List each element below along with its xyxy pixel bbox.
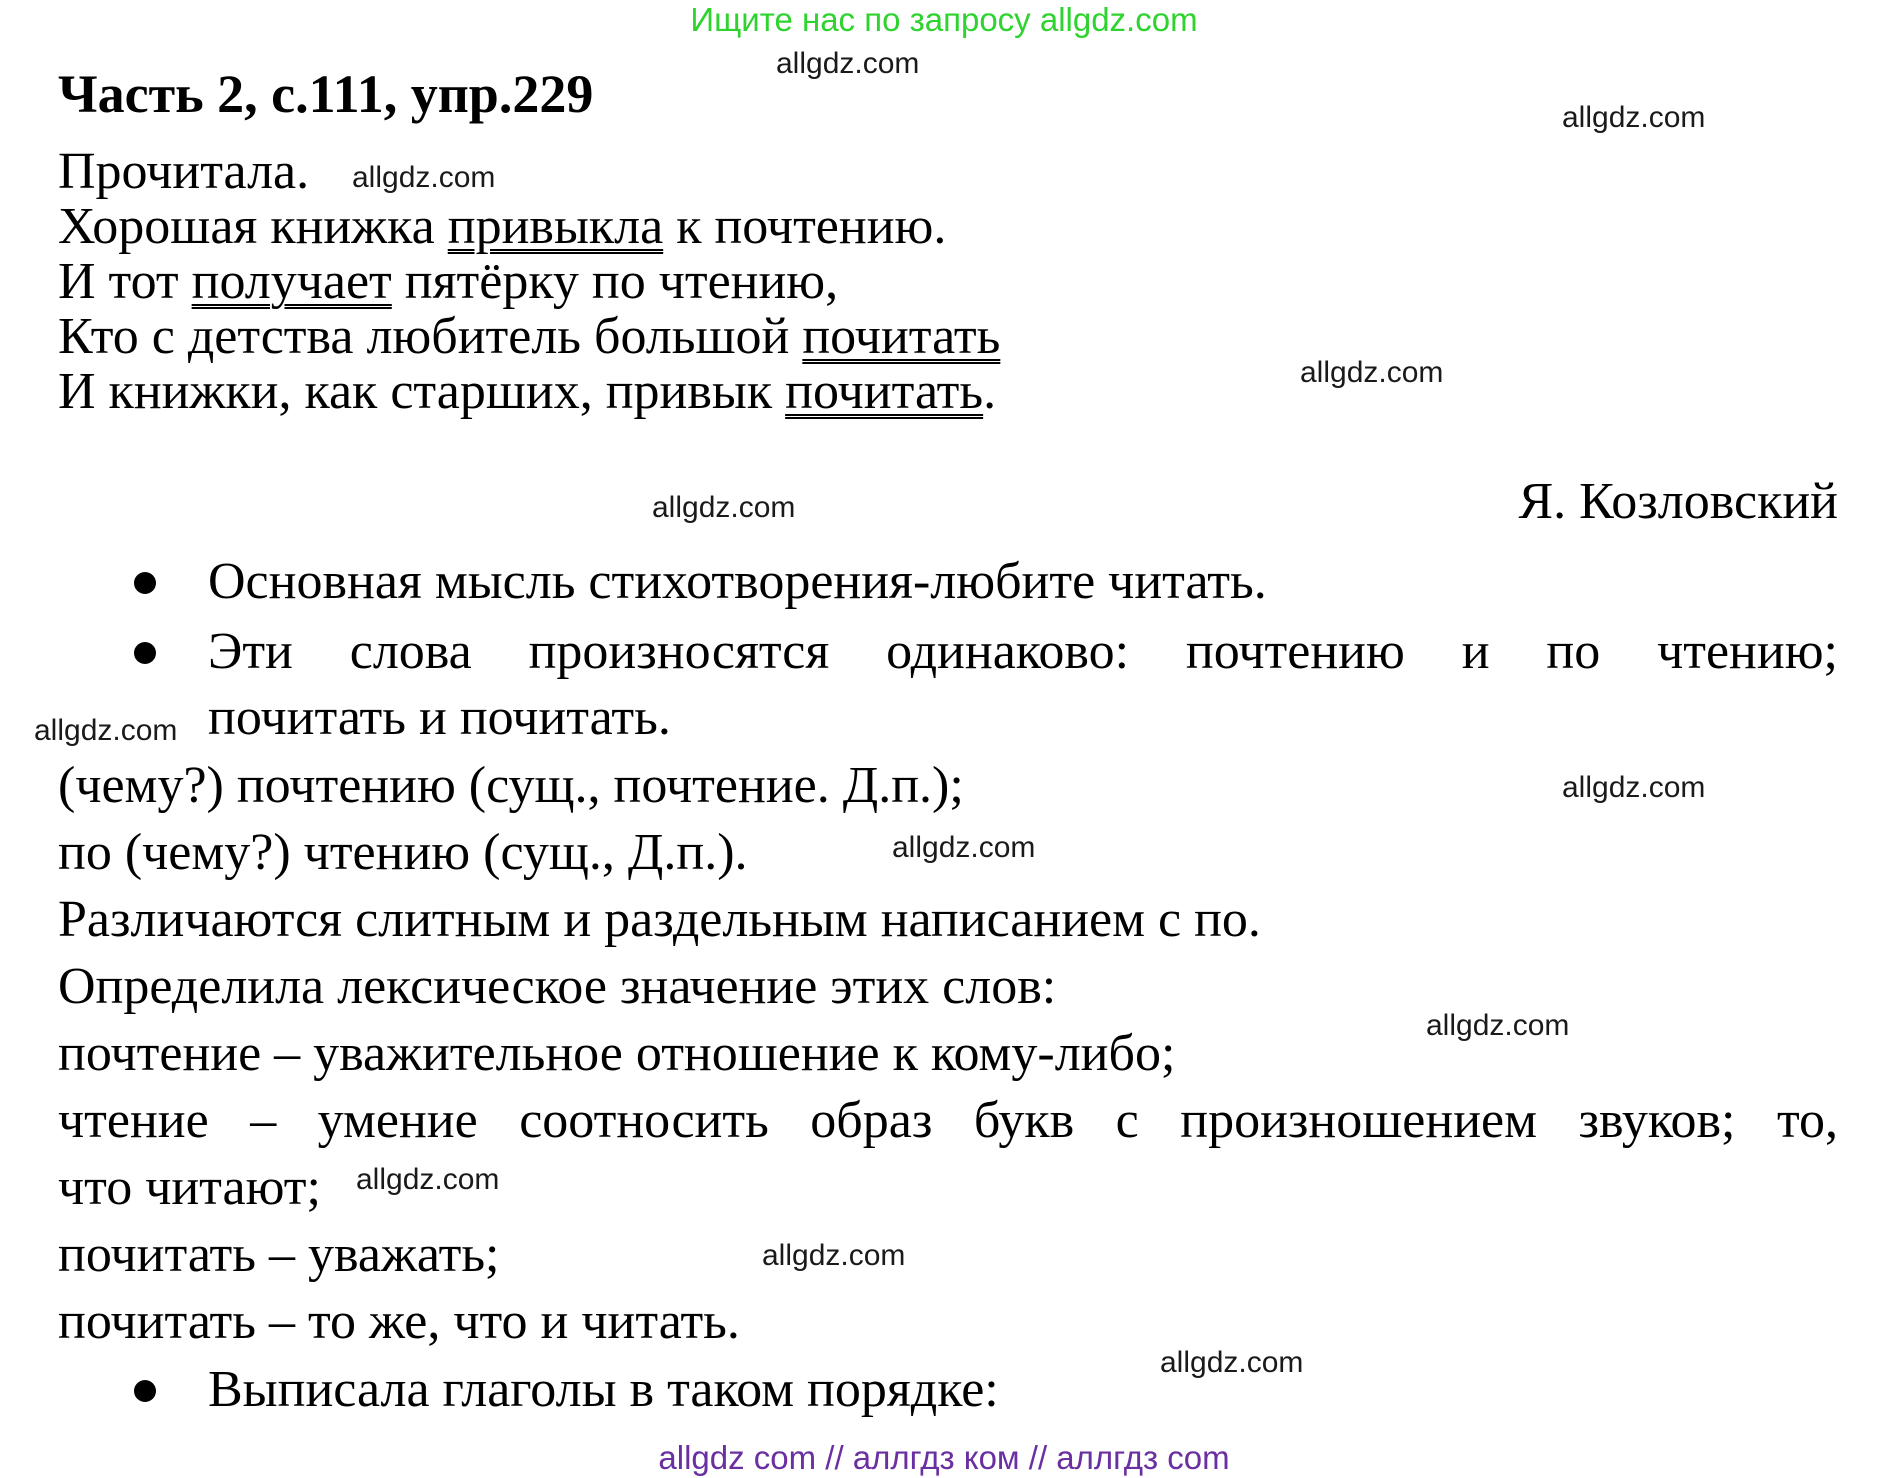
bullet-dot-2 [134, 642, 156, 664]
body-line-6b: что читают; [58, 1159, 321, 1216]
poem-line-1-before: Хорошая книжка [58, 198, 448, 255]
poem-line-3-before: Кто с детства любитель большой [58, 308, 803, 365]
poem-line-1-verb: привыкла [447, 198, 664, 255]
poem-line-3 [58, 307, 1000, 367]
body-line-2: по (чему?) чтению (сущ., Д.п.). [58, 824, 748, 881]
poem-line-4-after: . [983, 363, 997, 420]
watermark: allgdz.com [1562, 101, 1706, 134]
body-line-3: Различаются слитным и раздельным написанием с по. [58, 891, 1261, 948]
bullet-item-3: Выписала глаголы в таком порядке: [208, 1361, 999, 1418]
watermark: allgdz.com [34, 714, 178, 747]
poem-line-4-before: И книжки, как старших, привык [58, 363, 786, 420]
bullet-item-2-line-2: почитать и почитать. [208, 689, 671, 746]
poem-line-1-after: к почтению. [663, 198, 947, 255]
body-line-5: почтение – уважительное отношение к кому-либо; [58, 1025, 1176, 1082]
page-title: Часть 2, с.111, упр.229 [58, 64, 594, 124]
body-line-6a: чтение – умение соотносить образ букв с произношением звуков; то, [58, 1092, 1838, 1149]
poem-line-2-after: пятёрку по чтению, [391, 253, 839, 310]
watermark: allgdz.com [1160, 1346, 1304, 1379]
bullet-item-1: Основная мысль стихотворения-любите читать. [208, 553, 1267, 610]
poem-author: Я. Козловский [1518, 473, 1838, 530]
watermark: allgdz.com [352, 161, 496, 194]
bottom-banner[interactable]: allgdz com // аллгдз ком // аллгдз com [658, 1439, 1230, 1476]
poem-line-2-before: И тот [58, 253, 192, 310]
body-line-1: (чему?) почтению (сущ., почтение. Д.п.); [58, 757, 964, 814]
bullet-dot-3 [134, 1380, 156, 1402]
bullet-item-2-line-1: Эти слова произносятся одинаково: почтению и по чтению; [208, 623, 1838, 680]
watermark: allgdz.com [1300, 356, 1444, 389]
watermark: allgdz.com [762, 1239, 906, 1272]
poem-line-4 [58, 362, 996, 422]
bullet-dot-1 [134, 572, 156, 594]
watermark: allgdz.com [776, 47, 920, 80]
body-line-8: почитать – то же, что и читать. [58, 1293, 740, 1350]
watermark: allgdz.com [356, 1163, 500, 1196]
watermark: allgdz.com [892, 831, 1036, 864]
top-banner[interactable]: Ищите нас по запросу allgdz.com [690, 1, 1198, 38]
poem-line-2 [58, 252, 838, 312]
poem-line-3-verb: почитать [802, 308, 1001, 365]
poem-line-1 [58, 197, 946, 257]
intro-text: Прочитала. [58, 143, 310, 200]
watermark: allgdz.com [1562, 771, 1706, 804]
poem-line-4-verb: почитать [785, 363, 984, 420]
poem-line-2-verb: получает [191, 253, 392, 310]
body-line-4: Определила лексическое значение этих слов: [58, 958, 1057, 1015]
watermark: allgdz.com [652, 491, 796, 524]
watermark: allgdz.com [1426, 1009, 1570, 1042]
body-line-7: почитать – уважать; [58, 1226, 500, 1283]
